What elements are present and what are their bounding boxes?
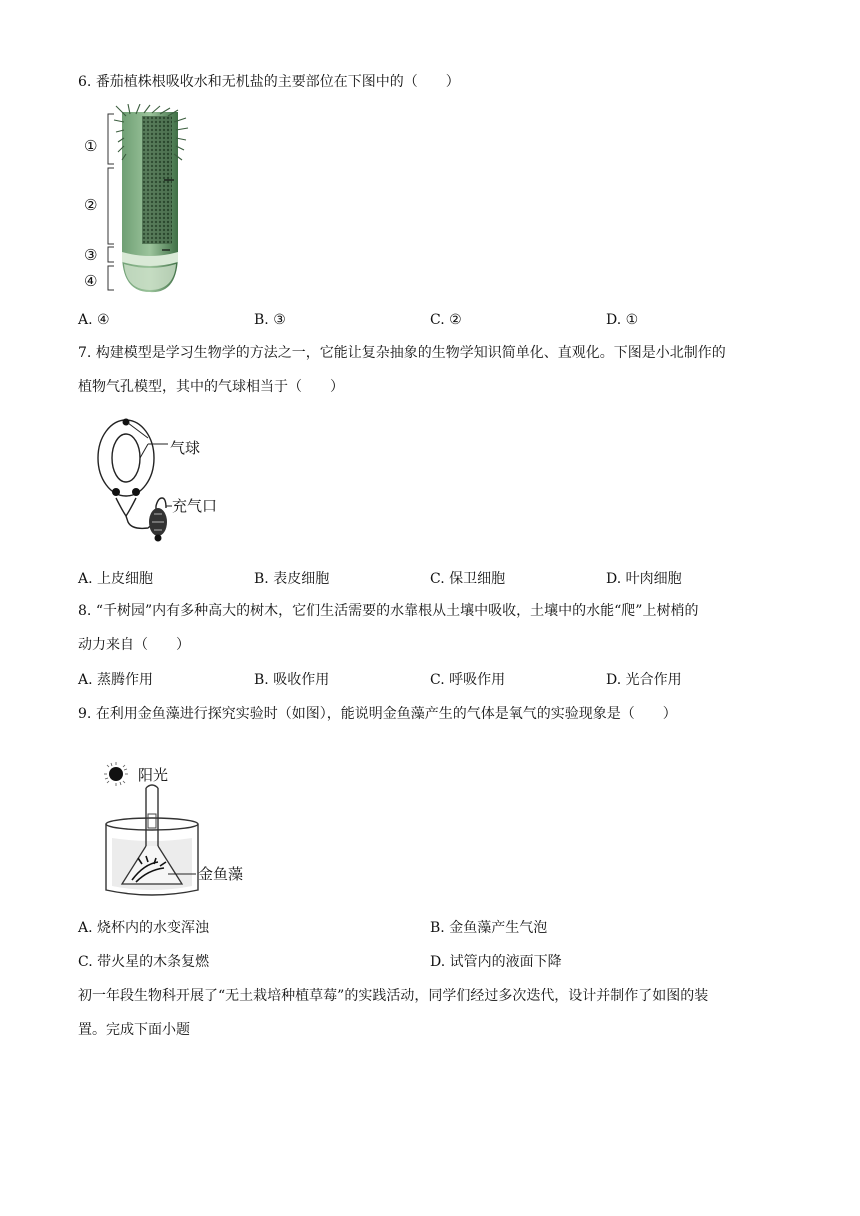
q7-stem-line1 bbox=[78, 343, 726, 363]
intro-line1: 初一年段生物科开展了“无土栽培种植草莓”的实践活动，同学们经过多次迭代，设计并制作了如图的装 bbox=[78, 988, 709, 1004]
q8-option-c: C. 呼吸作用 bbox=[430, 672, 506, 688]
q9-option-c: C. 带火星的木条复燃 bbox=[78, 954, 210, 970]
q9-option-b: B. 金鱼藻产生气泡 bbox=[430, 920, 548, 936]
q7-option-a: A. 上皮细胞 bbox=[78, 571, 154, 587]
root-label-4: ④ bbox=[84, 272, 98, 290]
q7-number: 7. bbox=[78, 345, 92, 361]
q7-option-d: D. 叶肉细胞 bbox=[606, 571, 682, 587]
q9-option-a: A. 烧杯内的水变浑浊 bbox=[78, 920, 210, 936]
q9-text: 在利用金鱼藻进行探究实验时（如图），能说明金鱼藻产生的气体是氧气的实验现象是（ ） bbox=[95, 706, 677, 722]
q6-stem bbox=[78, 72, 460, 92]
hornwort-label: 金鱼藻 bbox=[198, 865, 244, 883]
balloon-label: 气球 bbox=[170, 439, 201, 457]
q8-option-d: D. 光合作用 bbox=[606, 672, 682, 688]
air-inlet-label: 充气口 bbox=[172, 497, 218, 515]
q9-option-d: D. 试管内的液面下降 bbox=[430, 954, 562, 970]
intro-line2: 置。完成下面小题 bbox=[78, 1022, 190, 1038]
q8-stem-line2: 动力来自（ ） bbox=[78, 637, 190, 653]
q6-option-a: A. ④ bbox=[78, 312, 110, 328]
root-label-2: ② bbox=[84, 196, 98, 214]
stomata-model-figure bbox=[92, 418, 242, 546]
q6-text: 番茄植株根吸收水和无机盐的主要部位在下图中的（ ） bbox=[95, 74, 460, 90]
q9-number: 9. bbox=[78, 706, 92, 722]
q6-option-d: D. ① bbox=[606, 312, 639, 328]
root-label-1: ① bbox=[84, 137, 98, 155]
q6-option-b: B. ③ bbox=[254, 312, 286, 328]
q6-number: 6. bbox=[78, 74, 92, 90]
q8-stem-line1 bbox=[78, 601, 698, 621]
q8-text-1: “千树园”内有多种高大的树木，它们生活需要的水靠根从土壤中吸收，土壤中的水能“爬”上树梢的 bbox=[95, 603, 699, 619]
q9-stem bbox=[78, 704, 677, 724]
q7-option-b: B. 表皮细胞 bbox=[254, 571, 330, 587]
root-label-3: ③ bbox=[84, 246, 98, 264]
q8-option-a: A. 蒸腾作用 bbox=[78, 672, 154, 688]
sunlight-label: 阳光 bbox=[138, 766, 169, 784]
q7-option-c: C. 保卫细胞 bbox=[430, 571, 506, 587]
q8-number: 8. bbox=[78, 603, 92, 619]
q7-stem-line2: 植物气孔模型，其中的气球相当于（ ） bbox=[78, 379, 344, 395]
q6-option-c: C. ② bbox=[430, 312, 462, 328]
q7-text-1: 构建模型是学习生物学的方法之一，它能让复杂抽象的生物学知识简单化、直观化。下图是小北制作的 bbox=[95, 345, 726, 361]
q8-option-b: B. 吸收作用 bbox=[254, 672, 330, 688]
